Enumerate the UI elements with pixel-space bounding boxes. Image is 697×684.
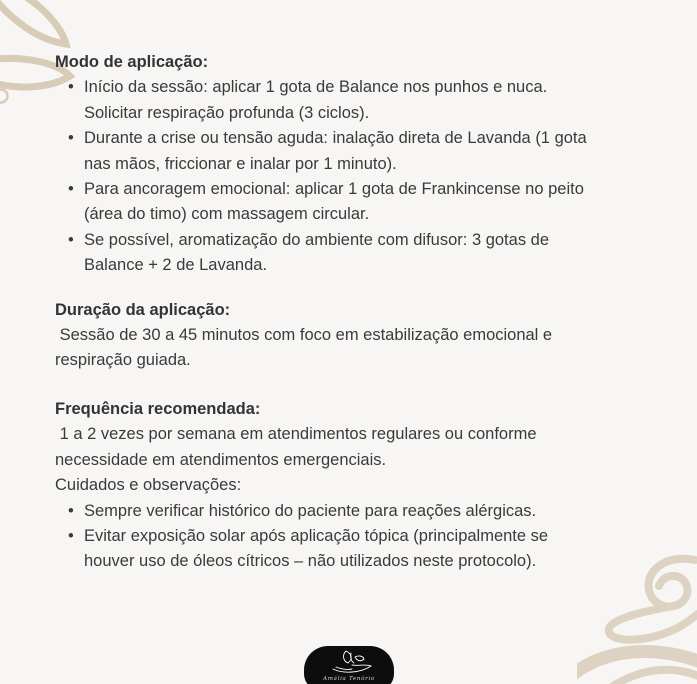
bullet-icon: • [68,501,74,520]
bullet-item [55,126,665,177]
bullet-item [55,228,665,279]
section-duracao-da-aplicacao [55,298,665,374]
bullet-item [55,177,665,228]
section-modo-de-aplicacao [55,50,665,279]
text-line: Sempre verificar histórico do paciente para reações alérgicas. [84,501,537,520]
text-line: Durante a crise ou tensão aguda: inalação direta de Lavanda (1 gota [84,129,587,148]
text-line: Sessão de 30 a 45 minutos com foco em estabilização emocional e [55,326,553,345]
text-line: (área do timo) com massagem circular. [84,205,370,224]
bullet-icon: • [68,180,74,199]
text-line: necessidade em atendimentos emergenciais. [55,450,387,469]
bullet-icon: • [68,230,74,249]
brand-logo-badge [304,646,394,684]
bullet-item [55,524,665,575]
text-line: 1 a 2 vezes por semana em atendimentos regulares ou conforme [55,425,537,444]
brand-name: Amália Tenório [323,676,375,682]
bullet-icon: • [68,129,74,148]
text-line: Balance + 2 de Lavanda. [84,256,268,275]
hand-flower-icon [323,649,375,675]
text-line: Para ancoragem emocional: aplicar 1 gota de Frankincense no peito [84,180,584,199]
text-line: respiração guiada. [55,351,191,370]
bullet-item [55,75,665,126]
bullet-icon: • [68,526,74,545]
section-frequencia-recomendada [55,397,665,575]
bullet-item [55,499,665,524]
section-heading-modo: Modo de aplicação: [55,53,209,71]
text-line: nas mãos, friccionar e inalar por 1 minuto). [84,154,397,173]
section-heading-duracao: Duração da aplicação: [55,300,231,319]
text-line: Evitar exposição solar após aplicação tópica (principalmente se [84,526,549,545]
text-line: Se possível, aromatização do ambiente com difusor: 3 gotas de [84,230,550,249]
text-line: houver uso de óleos cítricos – não utilizados neste protocolo). [84,552,537,571]
section-heading-frequencia: Frequência recomendada: [55,399,261,418]
bullet-icon: • [68,78,74,97]
protocol-content [55,50,665,575]
text-line: Solicitar respiração profunda (3 ciclos). [84,103,370,122]
subheading-cuidados: Cuidados e observações: [55,476,242,495]
text-line: Início da sessão: aplicar 1 gota de Balance nos punhos e nuca. [84,78,548,97]
